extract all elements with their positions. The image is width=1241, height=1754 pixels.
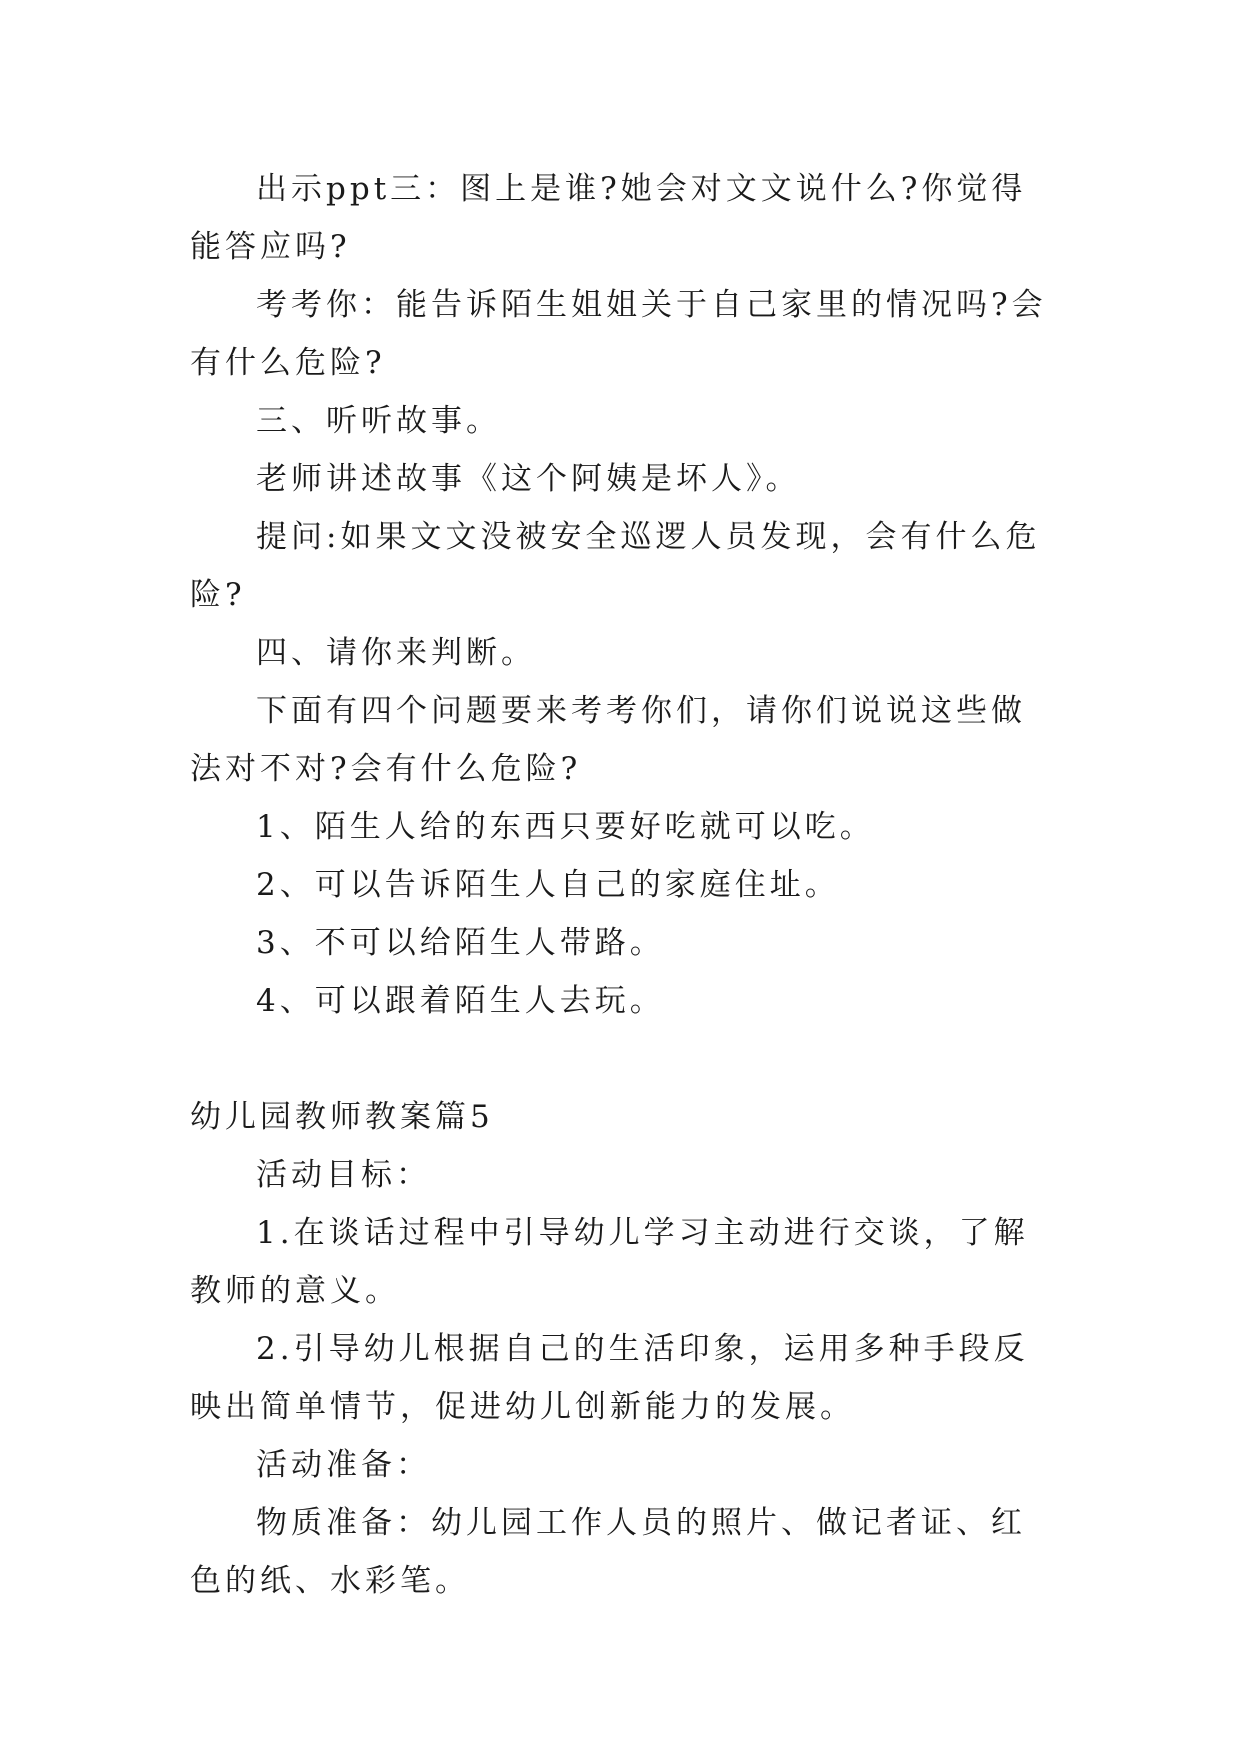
paragraph-teacher-story: 老师讲述故事《这个阿姨是坏人》。 — [256, 461, 801, 497]
paragraph-material-prep: 物质准备：幼儿园工作人员的照片、做记者证、红色的纸、水彩笔。 — [190, 1505, 1026, 1599]
paragraph-goal-one: 1.在谈话过程中引导幼儿学习主动进行交谈，了解教师的意义。 — [190, 1215, 1029, 1309]
paragraph-activity-goals: 活动目标： — [256, 1157, 431, 1193]
paragraph-goal-two: 2.引导幼儿根据自己的生活印象，运用多种手段反映出简单情节，促进幼儿创新能力的发展。 — [190, 1331, 1029, 1425]
paragraph-four-questions: 下面有四个问题要来考考你们，请你们说说这些做法对不对?会有什么危险? — [190, 693, 1026, 787]
list-item: 2、可以告诉陌生人自己的家庭住址。 — [256, 867, 840, 903]
list-item: 3、不可以给陌生人带路。 — [256, 925, 665, 961]
paragraph-activity-prep: 活动准备： — [256, 1447, 431, 1483]
list-item: 4、可以跟着陌生人去玩。 — [256, 983, 665, 1019]
section-spacer — [190, 1030, 1050, 1088]
paragraph-ppt-three: 出示ppt三：图上是谁?她会对文文说什么?你觉得能答应吗? — [190, 171, 1027, 265]
section-judge: 四、请你来判断。 — [256, 635, 536, 671]
section-heading: 幼儿园教师教案篇5 — [190, 1099, 494, 1135]
paragraph-question: 提问:如果文文没被安全巡逻人员发现，会有什么危险? — [190, 519, 1041, 613]
document-body — [190, 160, 1050, 1610]
paragraph-quiz-question: 考考你：能告诉陌生姐姐关于自己家里的情况吗?会有什么危险? — [190, 287, 1047, 381]
list-item: 1、陌生人给的东西只要好吃就可以吃。 — [256, 809, 875, 845]
section-listen-story: 三、听听故事。 — [256, 403, 501, 439]
